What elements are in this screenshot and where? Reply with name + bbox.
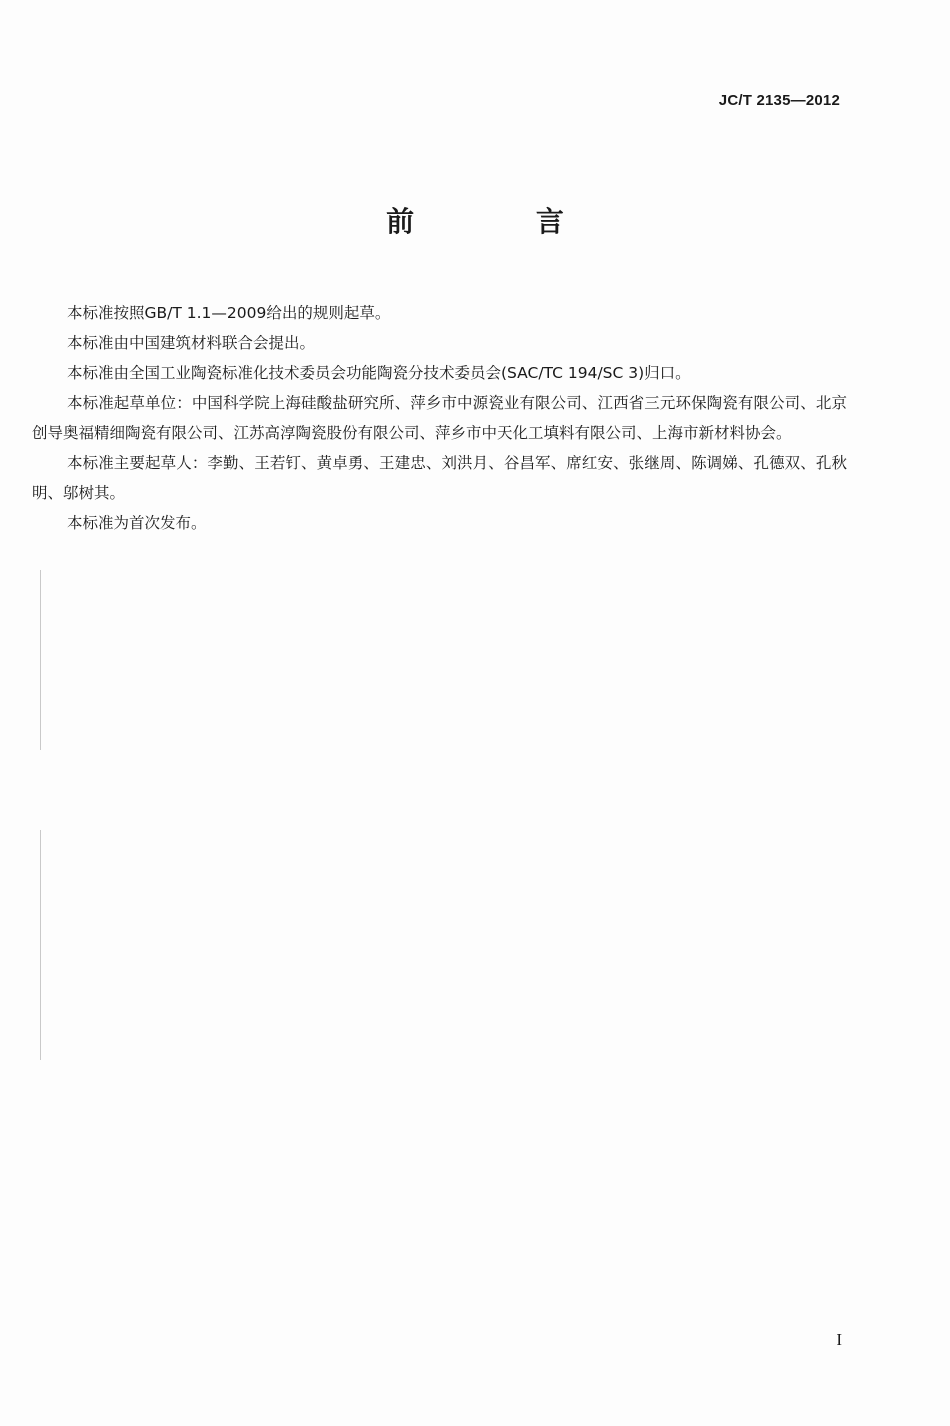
paragraph-drafting-rules: 本标准按照GB/T 1.1—2009给出的规则起草。 bbox=[67, 304, 391, 322]
paragraph-proposer: 本标准由中国建筑材料联合会提出。 bbox=[67, 334, 316, 352]
paragraph-centralized-management: 本标准由全国工业陶瓷标准化技术委员会功能陶瓷分技术委员会(SAC/TC 194/SC 3)归口。 bbox=[67, 364, 691, 382]
paragraph-drafting-units: 本标准起草单位：中国科学院上海硅酸盐研究所、萍乡市中源瓷业有限公司、江西省三元环保陶瓷有限公司、北京创导奥福精细陶瓷有限公司、江苏高淳陶瓷股份有限公司、萍乡市中天化工填料有限公司、上海市新材料协会。 bbox=[32, 394, 847, 442]
scan-artifact-line bbox=[40, 830, 41, 1060]
paragraph-main-drafters: 本标准主要起草人：李勤、王若钉、黄卓勇、王建忠、刘洪月、谷昌军、席红安、张继周、陈调娣、孔德双、孔秋明、邬树其。 bbox=[32, 454, 847, 502]
page-title: 前 言 bbox=[386, 205, 620, 238]
page-number: I bbox=[836, 1330, 842, 1349]
scan-artifact-line bbox=[40, 570, 41, 750]
foreword-body bbox=[32, 298, 847, 538]
paragraph-first-release: 本标准为首次发布。 bbox=[67, 514, 207, 532]
standard-code: JC/T 2135—2012 bbox=[718, 92, 840, 109]
